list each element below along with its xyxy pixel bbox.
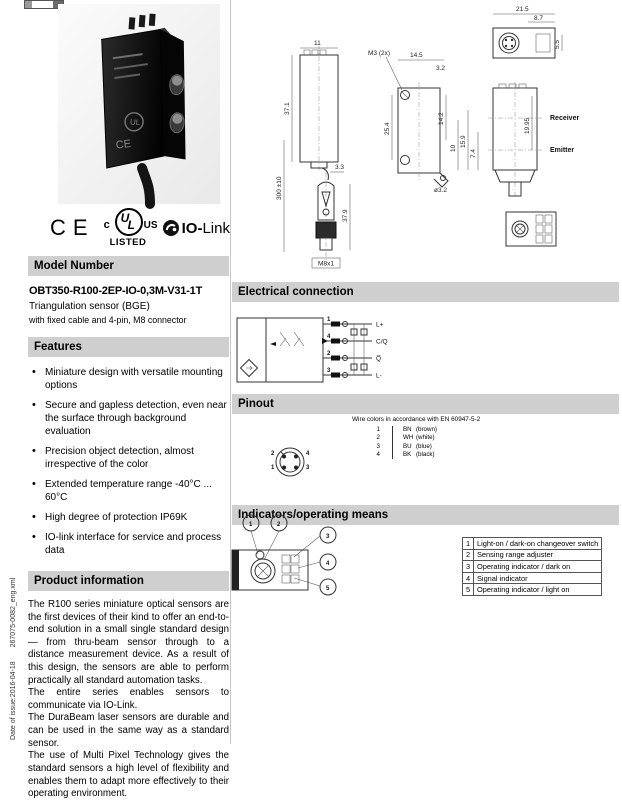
model-description: with fixed cable and 4-pin, M8 connector — [29, 315, 187, 325]
dim-label: 37.1 — [284, 102, 291, 115]
wire-2 — [323, 351, 381, 363]
model-number-header: Model Number — [28, 256, 229, 276]
dimension-drawing — [238, 0, 620, 274]
ul-letter-u: U — [120, 211, 130, 225]
dim-label: 19.95 — [524, 117, 531, 134]
dim-label: ø3.2 — [434, 187, 448, 194]
dim-label: 37.9 — [342, 209, 349, 222]
wire-color-row: 3 BU (blue) — [376, 442, 432, 450]
feature-item: • IO-link interface for service and process data — [28, 531, 229, 557]
certification-logos — [50, 207, 230, 249]
dim-label: 25.4 — [384, 122, 391, 135]
pinout-header: Pinout — [232, 394, 619, 414]
wire-label: Q̅ — [376, 355, 382, 363]
wire-colors-note: Wire colors in accordance with EN 60947-5-2 — [352, 416, 481, 423]
feature-item: • Miniature design with versatile mounting options — [28, 366, 229, 392]
feature-item: • High degree of protection IP69K — [28, 511, 229, 524]
connector-pinout-diagram — [260, 436, 320, 488]
wire-label: C/Q — [376, 338, 388, 346]
ul-us: US — [143, 220, 158, 231]
indicators-diagram — [230, 512, 342, 608]
mark-segment — [25, 1, 32, 8]
dim-label: 14.2 — [438, 112, 445, 125]
dim-label: 10 — [450, 144, 457, 152]
product-info-paragraph: The use of Multi Pixel Technology gives the standard sensors a high level of flexibility and enables them to adapt more effectively to their operating environment. — [28, 750, 229, 800]
wire-color-row: 1 BN (brown) — [376, 426, 437, 433]
ul-c: c — [103, 219, 110, 231]
wire-label: L+ — [376, 321, 384, 329]
pin-number: 4 — [306, 451, 310, 457]
svg-text:5: 5 — [326, 586, 330, 592]
ce-logo: CE — [50, 215, 95, 240]
product-information-text — [28, 599, 229, 801]
io-link-text-bold: IO- — [181, 219, 203, 237]
svg-text:UL: UL — [129, 117, 141, 128]
wire-color-row: 2 WH (white) — [376, 434, 435, 442]
svg-text:1: 1 — [249, 522, 253, 528]
product-info-paragraph: The entire series enables sensors to communicate via IO-Link. — [28, 687, 229, 711]
svg-text:2: 2 — [277, 522, 281, 528]
feature-item: • Secure and gapless detection, even near the surface through background evaluation — [28, 399, 229, 438]
pin-number: 3 — [306, 465, 310, 471]
document-id: 267075-0082_eng.xml — [10, 577, 17, 648]
dim-label: 11 — [314, 40, 321, 47]
indicator-row: 1 Light-on / dark-on changeover switch — [463, 538, 602, 550]
io-link-icon — [163, 220, 179, 236]
product-photo — [58, 4, 220, 204]
indicators-table — [462, 537, 602, 596]
dim-label: 7.4 — [470, 148, 477, 158]
product-info-paragraph: The DuraBeam laser sensors are durable and can be used in the same way as a standard sensor. — [28, 712, 229, 749]
dim-label: M3 (2x) — [368, 50, 391, 57]
pin-number: 1 — [271, 465, 275, 471]
io-link-text: Link — [202, 219, 230, 237]
feature-item: • Precision object detection, almost irrespective of the color — [28, 445, 229, 471]
left-column — [28, 256, 229, 801]
sidebar-vertical-text — [10, 564, 17, 740]
model-number-value: OBT350-R100-2EP-IO-0,3M-V31-1T — [29, 285, 203, 297]
dim-label: M8x1 — [318, 260, 334, 268]
sensor-symbol — [241, 360, 258, 377]
model-subtitle: Triangulation sensor (BGE) — [29, 301, 150, 312]
column-divider — [230, 0, 231, 744]
io-link-logo — [163, 220, 230, 237]
svg-text:4: 4 — [326, 561, 330, 567]
electrical-connection-diagram — [236, 310, 401, 392]
product-info-paragraph: The R100 series miniature optical sensors are the first devices of their kind to offer an end-to-end solution in a small single standard design — from thru-beam sensor through to a distance measurement device. As a result of this design, the sensors are able to perform practically all standard automation tasks. — [28, 599, 229, 686]
dim-label: 14.5 — [410, 52, 423, 59]
features-header: Features — [28, 337, 229, 357]
pin-number: 2 — [271, 451, 275, 457]
receiver-label: Receiver — [550, 115, 580, 122]
dim-label: 8.7 — [534, 15, 544, 22]
dim-label: 5.5 — [554, 39, 561, 49]
dim-label: 15.9 — [460, 135, 467, 148]
svg-text:3: 3 — [326, 534, 330, 540]
indicator-row: 5 Operating indicator / light on — [463, 584, 602, 596]
wire-color-row: 4 BK (black) — [376, 451, 435, 459]
svg-text:4: 4 — [327, 334, 331, 340]
emitter-label: Emitter — [550, 147, 575, 154]
indicators-header: Indicators/operating means — [232, 505, 619, 525]
svg-text:3: 3 — [327, 368, 331, 374]
indicator-row: 4 Signal indicator — [463, 572, 602, 584]
dim-label: 300 ±10 — [276, 176, 283, 200]
wire-color-table — [368, 426, 456, 459]
dim-label: 3.3 — [335, 164, 345, 171]
ul-listed-text: LISTED — [109, 237, 147, 248]
dim-label: 3.2 — [436, 65, 446, 72]
indicator-row: 2 Sensing range adjuster — [463, 549, 602, 561]
indicator-row: 3 Operating indicator / dark on — [463, 561, 602, 573]
dim-label: 21.5 — [516, 6, 529, 13]
features-list — [28, 366, 229, 557]
wire-label: L- — [376, 372, 382, 380]
electrical-connection-header: Electrical connection — [232, 282, 619, 302]
issue-date: Date of issue:2016-04-18 — [10, 661, 17, 740]
mark-segment — [32, 1, 53, 8]
product-information-header: Product information — [28, 571, 229, 591]
ul-listed-logo — [101, 208, 157, 248]
feature-item: • Extended temperature range -40°C ... 60°C — [28, 478, 229, 504]
svg-text:CE: CE — [115, 138, 132, 152]
svg-text:2: 2 — [327, 351, 331, 357]
wire-4 — [322, 334, 388, 346]
ul-letter-l: L — [127, 218, 135, 232]
wire-1 — [323, 317, 384, 329]
svg-text:1: 1 — [327, 317, 331, 323]
